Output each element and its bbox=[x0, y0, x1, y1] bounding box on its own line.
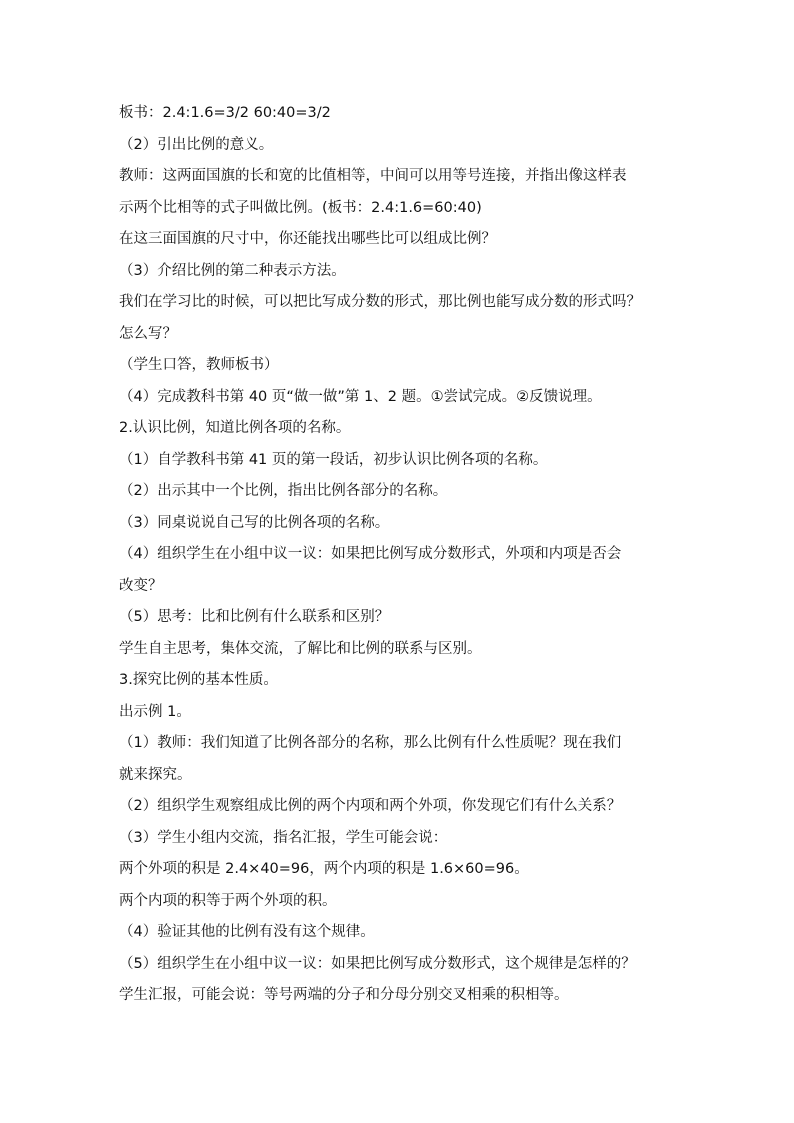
text-line: （4）验证其他的比例有没有这个规律。 bbox=[119, 924, 375, 940]
text-line: 板书：2.4:1.6=3/2 60:40=3/2 bbox=[119, 105, 331, 121]
text-line: （5）思考：比和比例有什么联系和区别？ bbox=[119, 609, 390, 625]
text-line: 我们在学习比的时候，可以把比写成分数的形式，那比例也能写成分数的形式吗？ bbox=[119, 294, 641, 310]
text-line: （3）学生小组内交流，指名汇报，学生可能会说： bbox=[119, 829, 448, 846]
text-line: 怎么写？ bbox=[119, 325, 177, 342]
text-line: （2）引出比例的意义。 bbox=[119, 136, 274, 153]
text-line: 两个内项的积等于两个外项的积。 bbox=[119, 892, 337, 909]
text-line: 学生自主思考，集体交流，了解比和比例的联系与区别。 bbox=[119, 640, 482, 657]
document-body bbox=[119, 98, 679, 1012]
text-line: 两个外项的积是 2.4×40=96，两个内项的积是 1.6×60=96。 bbox=[119, 861, 529, 877]
text-line: 在这三面国旗的尺寸中，你还能找出哪些比可以组成比例？ bbox=[119, 231, 496, 247]
text-line: （3）介绍比例的第二种表示方法。 bbox=[119, 262, 346, 279]
text-line: （4）完成教科书第 40 页“做一做”第 1、2 题。①尝试完成。②反馈说理。 bbox=[119, 388, 602, 405]
text-line: （3）同桌说说自己写的比例各项的名称。 bbox=[119, 514, 390, 531]
section-heading: 3.探究比例的基本性质。 bbox=[119, 672, 278, 688]
text-line: 改变？ bbox=[119, 577, 163, 594]
text-line: （学生口答，教师板书） bbox=[119, 357, 279, 373]
text-line: （1）自学教科书第 41 页的第一段话，初步认识比例各项的名称。 bbox=[119, 451, 548, 468]
section-heading: 2.认识比例，知道比例各项的名称。 bbox=[119, 420, 351, 436]
text-line: （4）组织学生在小组中议一议：如果把比例写成分数形式，外项和内项是否会 bbox=[119, 546, 622, 562]
text-line: 示两个比相等的式子叫做比例。(板书：2.4:1.6=60:40) bbox=[119, 199, 482, 216]
text-line: （5）组织学生在小组中议一议：如果把比例写成分数形式，这个规律是怎样的？ bbox=[119, 955, 636, 972]
text-line: （1）教师：我们知道了比例各部分的名称，那么比例有什么性质呢？现在我们 bbox=[119, 735, 622, 751]
text-line: （2）组织学生观察组成比例的两个内项和两个外项，你发现它们有什么关系？ bbox=[119, 798, 622, 814]
text-line: 学生汇报，可能会说：等号两端的分子和分母分别交叉相乘的积相等。 bbox=[119, 987, 569, 1003]
text-line: 教师：这两面国旗的长和宽的比值相等，中间可以用等号连接，并指出像这样表 bbox=[119, 168, 627, 184]
text-line: （2）出示其中一个比例，指出比例各部分的名称。 bbox=[119, 483, 448, 499]
text-line: 出示例 1。 bbox=[119, 703, 191, 720]
text-line: 就来探究。 bbox=[119, 766, 192, 783]
